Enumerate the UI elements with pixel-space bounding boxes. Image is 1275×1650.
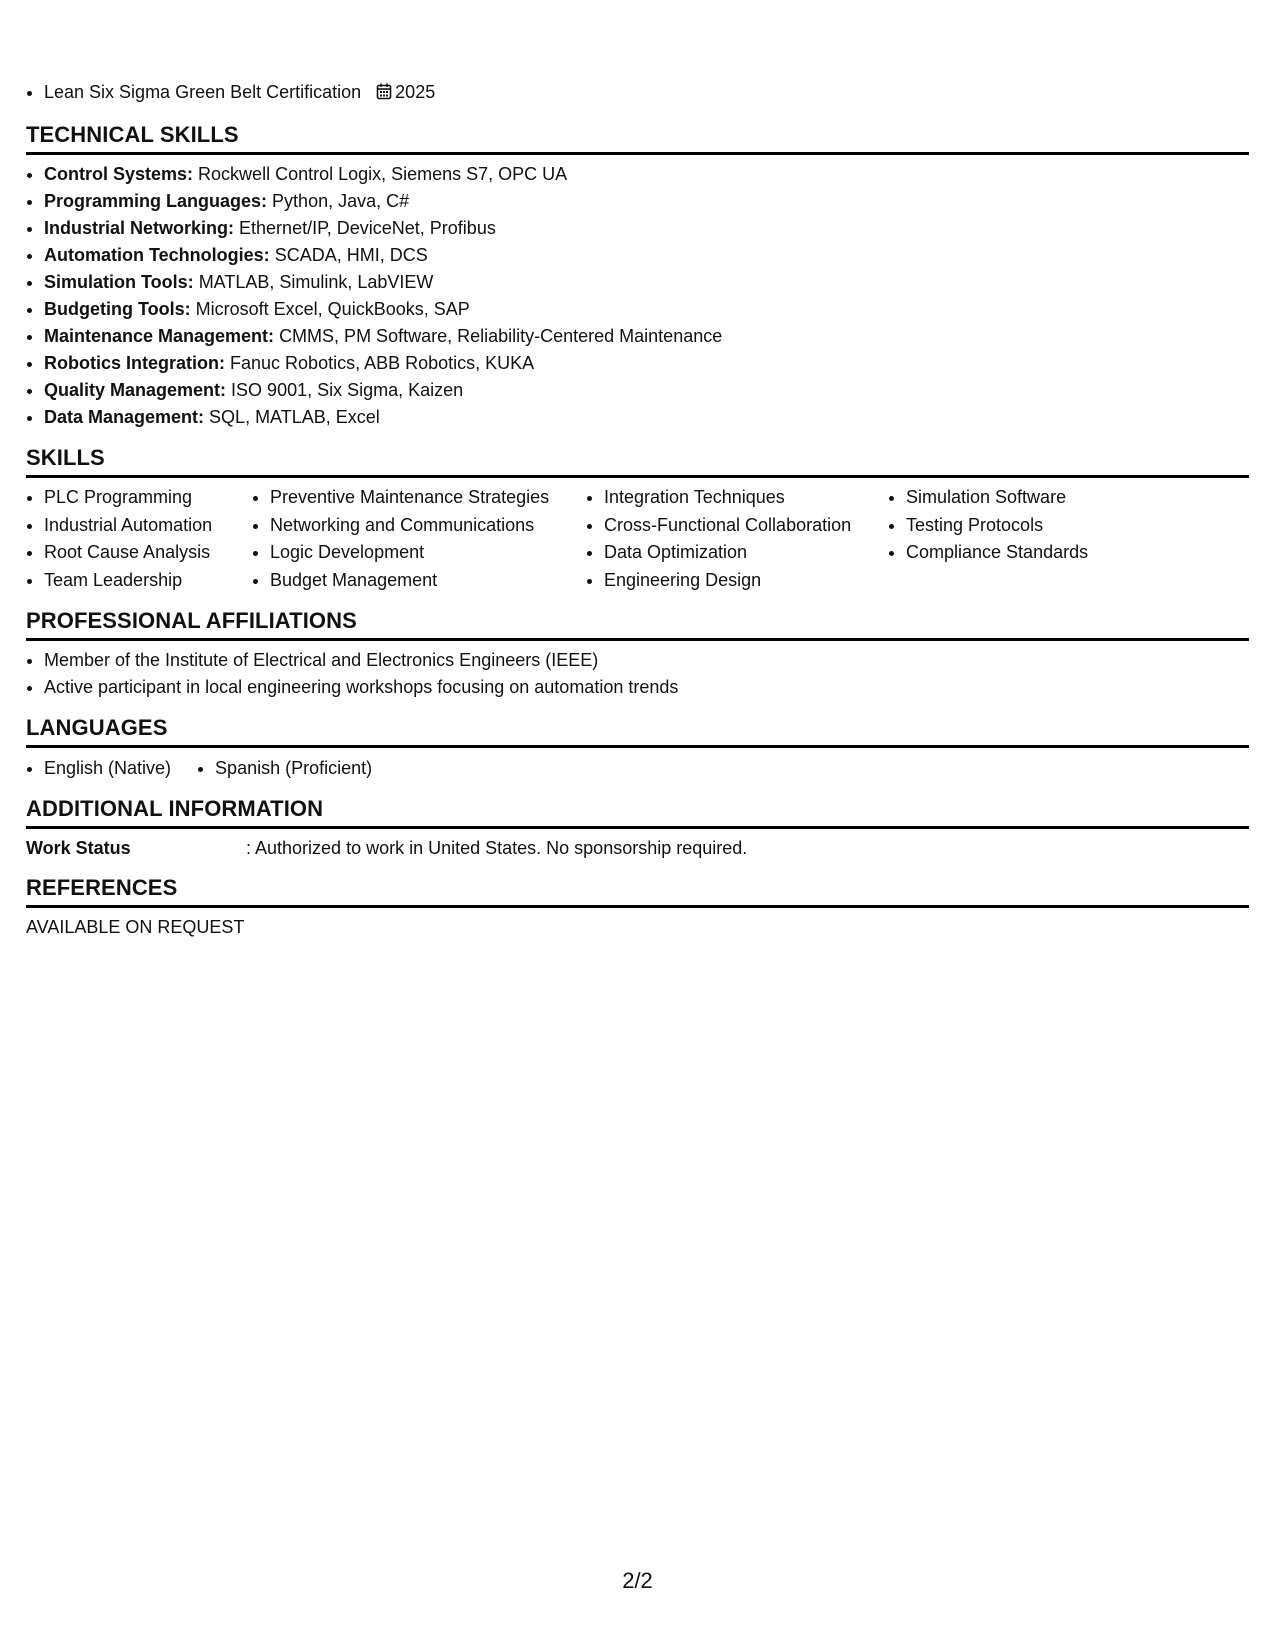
work-status-value: : Authorized to work in United States. No sponsorship required. [246,838,748,858]
skill-value: Fanuc Robotics, ABB Robotics, KUKA [230,353,535,373]
language-item: • English (Native) [44,754,171,782]
skills-heading: SKILLS [26,439,1249,478]
skill-value: Rockwell Control Logix, Siemens S7, OPC UA [198,164,568,184]
skills-column [26,484,252,594]
page-number: 2/2 [622,1568,653,1593]
skill-label: Data Management: [44,407,205,427]
technical-skill-item [44,161,1249,188]
certification-year: 2025 [395,82,436,102]
technical-skills-heading: TECHNICAL SKILLS [26,116,1249,155]
work-status-label: Work Status [26,838,131,858]
skill-label: Programming Languages: [44,191,268,211]
skill-label: Control Systems: [44,164,194,184]
affiliations-heading: PROFESSIONAL AFFILIATIONS [26,602,1249,641]
certification-list [26,78,1249,108]
technical-skills-section [26,116,1249,431]
skills-grid [26,478,1249,594]
technical-skill-item [44,269,1249,296]
skill-value: Microsoft Excel, QuickBooks, SAP [195,299,470,319]
skill-value: ISO 9001, Six Sigma, Kaizen [231,380,464,400]
skill-value: SCADA, HMI, DCS [274,245,428,265]
skill-value: SQL, MATLAB, Excel [209,407,380,427]
affiliation-item: • Member of the Institute of Electrical and Electronics Engineers (IEEE) [44,647,1249,674]
skill-item: • Root Cause Analysis [44,539,252,567]
technical-skills-list [26,161,1249,431]
skill-value: Python, Java, C# [272,191,410,211]
references-section [26,869,1249,940]
languages-heading: LANGUAGES [26,709,1249,748]
technical-skill-item [44,323,1249,350]
skills-column [586,484,888,594]
technical-skill-item [44,215,1249,242]
skill-item: • Compliance Standards [906,539,1166,567]
skill-item: • PLC Programming [44,484,252,512]
technical-skill-item [44,350,1249,377]
skill-item: • Simulation Software [906,484,1166,512]
skill-item: • Industrial Automation [44,512,252,540]
skill-item: • Cross-Functional Collaboration [604,512,888,540]
skill-label: Robotics Integration: [44,353,225,373]
skill-label: Quality Management: [44,380,227,400]
skill-label: Automation Technologies: [44,245,270,265]
skill-item: • Data Optimization [604,539,888,567]
skill-item: • Integration Techniques [604,484,888,512]
skill-label: Simulation Tools: [44,272,194,292]
technical-skill-item [44,188,1249,215]
additional-info-heading: ADDITIONAL INFORMATION [26,790,1249,829]
skill-item: • Team Leadership [44,567,252,595]
language-item: • Spanish (Proficient) [215,754,372,782]
skill-value: Ethernet/IP, DeviceNet, Profibus [239,218,496,238]
skills-column [252,484,586,594]
skill-value: MATLAB, Simulink, LabVIEW [198,272,434,292]
skill-item: • Networking and Communications [270,512,586,540]
technical-skill-item [44,404,1249,431]
skill-label: Maintenance Management: [44,326,275,346]
affiliations-list [26,647,1249,701]
languages-section [26,709,1249,782]
languages-list [26,754,1249,782]
skill-item: • Budget Management [270,567,586,595]
skill-value: CMMS, PM Software, Reliability-Centered Maintenance [279,326,723,346]
affiliation-item: • Active participant in local engineering workshops focusing on automation trends [44,674,1249,701]
certification-item [44,78,1249,108]
skills-section [26,439,1249,594]
resume-page [26,78,1249,940]
skills-column [888,484,1166,594]
skill-item: • Preventive Maintenance Strategies [270,484,586,512]
skill-item: • Testing Protocols [906,512,1166,540]
skill-label: Budgeting Tools: [44,299,191,319]
affiliations-section [26,602,1249,701]
additional-info-section [26,790,1249,861]
skill-item: • Logic Development [270,539,586,567]
references-heading: REFERENCES [26,869,1249,908]
skill-item: • Engineering Design [604,567,888,595]
technical-skill-item [44,296,1249,323]
references-text: AVAILABLE ON REQUEST [26,917,245,937]
skill-label: Industrial Networking: [44,218,235,238]
technical-skill-item [44,377,1249,404]
technical-skill-item [44,242,1249,269]
calendar-icon [376,80,392,108]
certification-name: Lean Six Sigma Green Belt Certification [44,82,362,102]
work-status-row [26,835,1249,861]
